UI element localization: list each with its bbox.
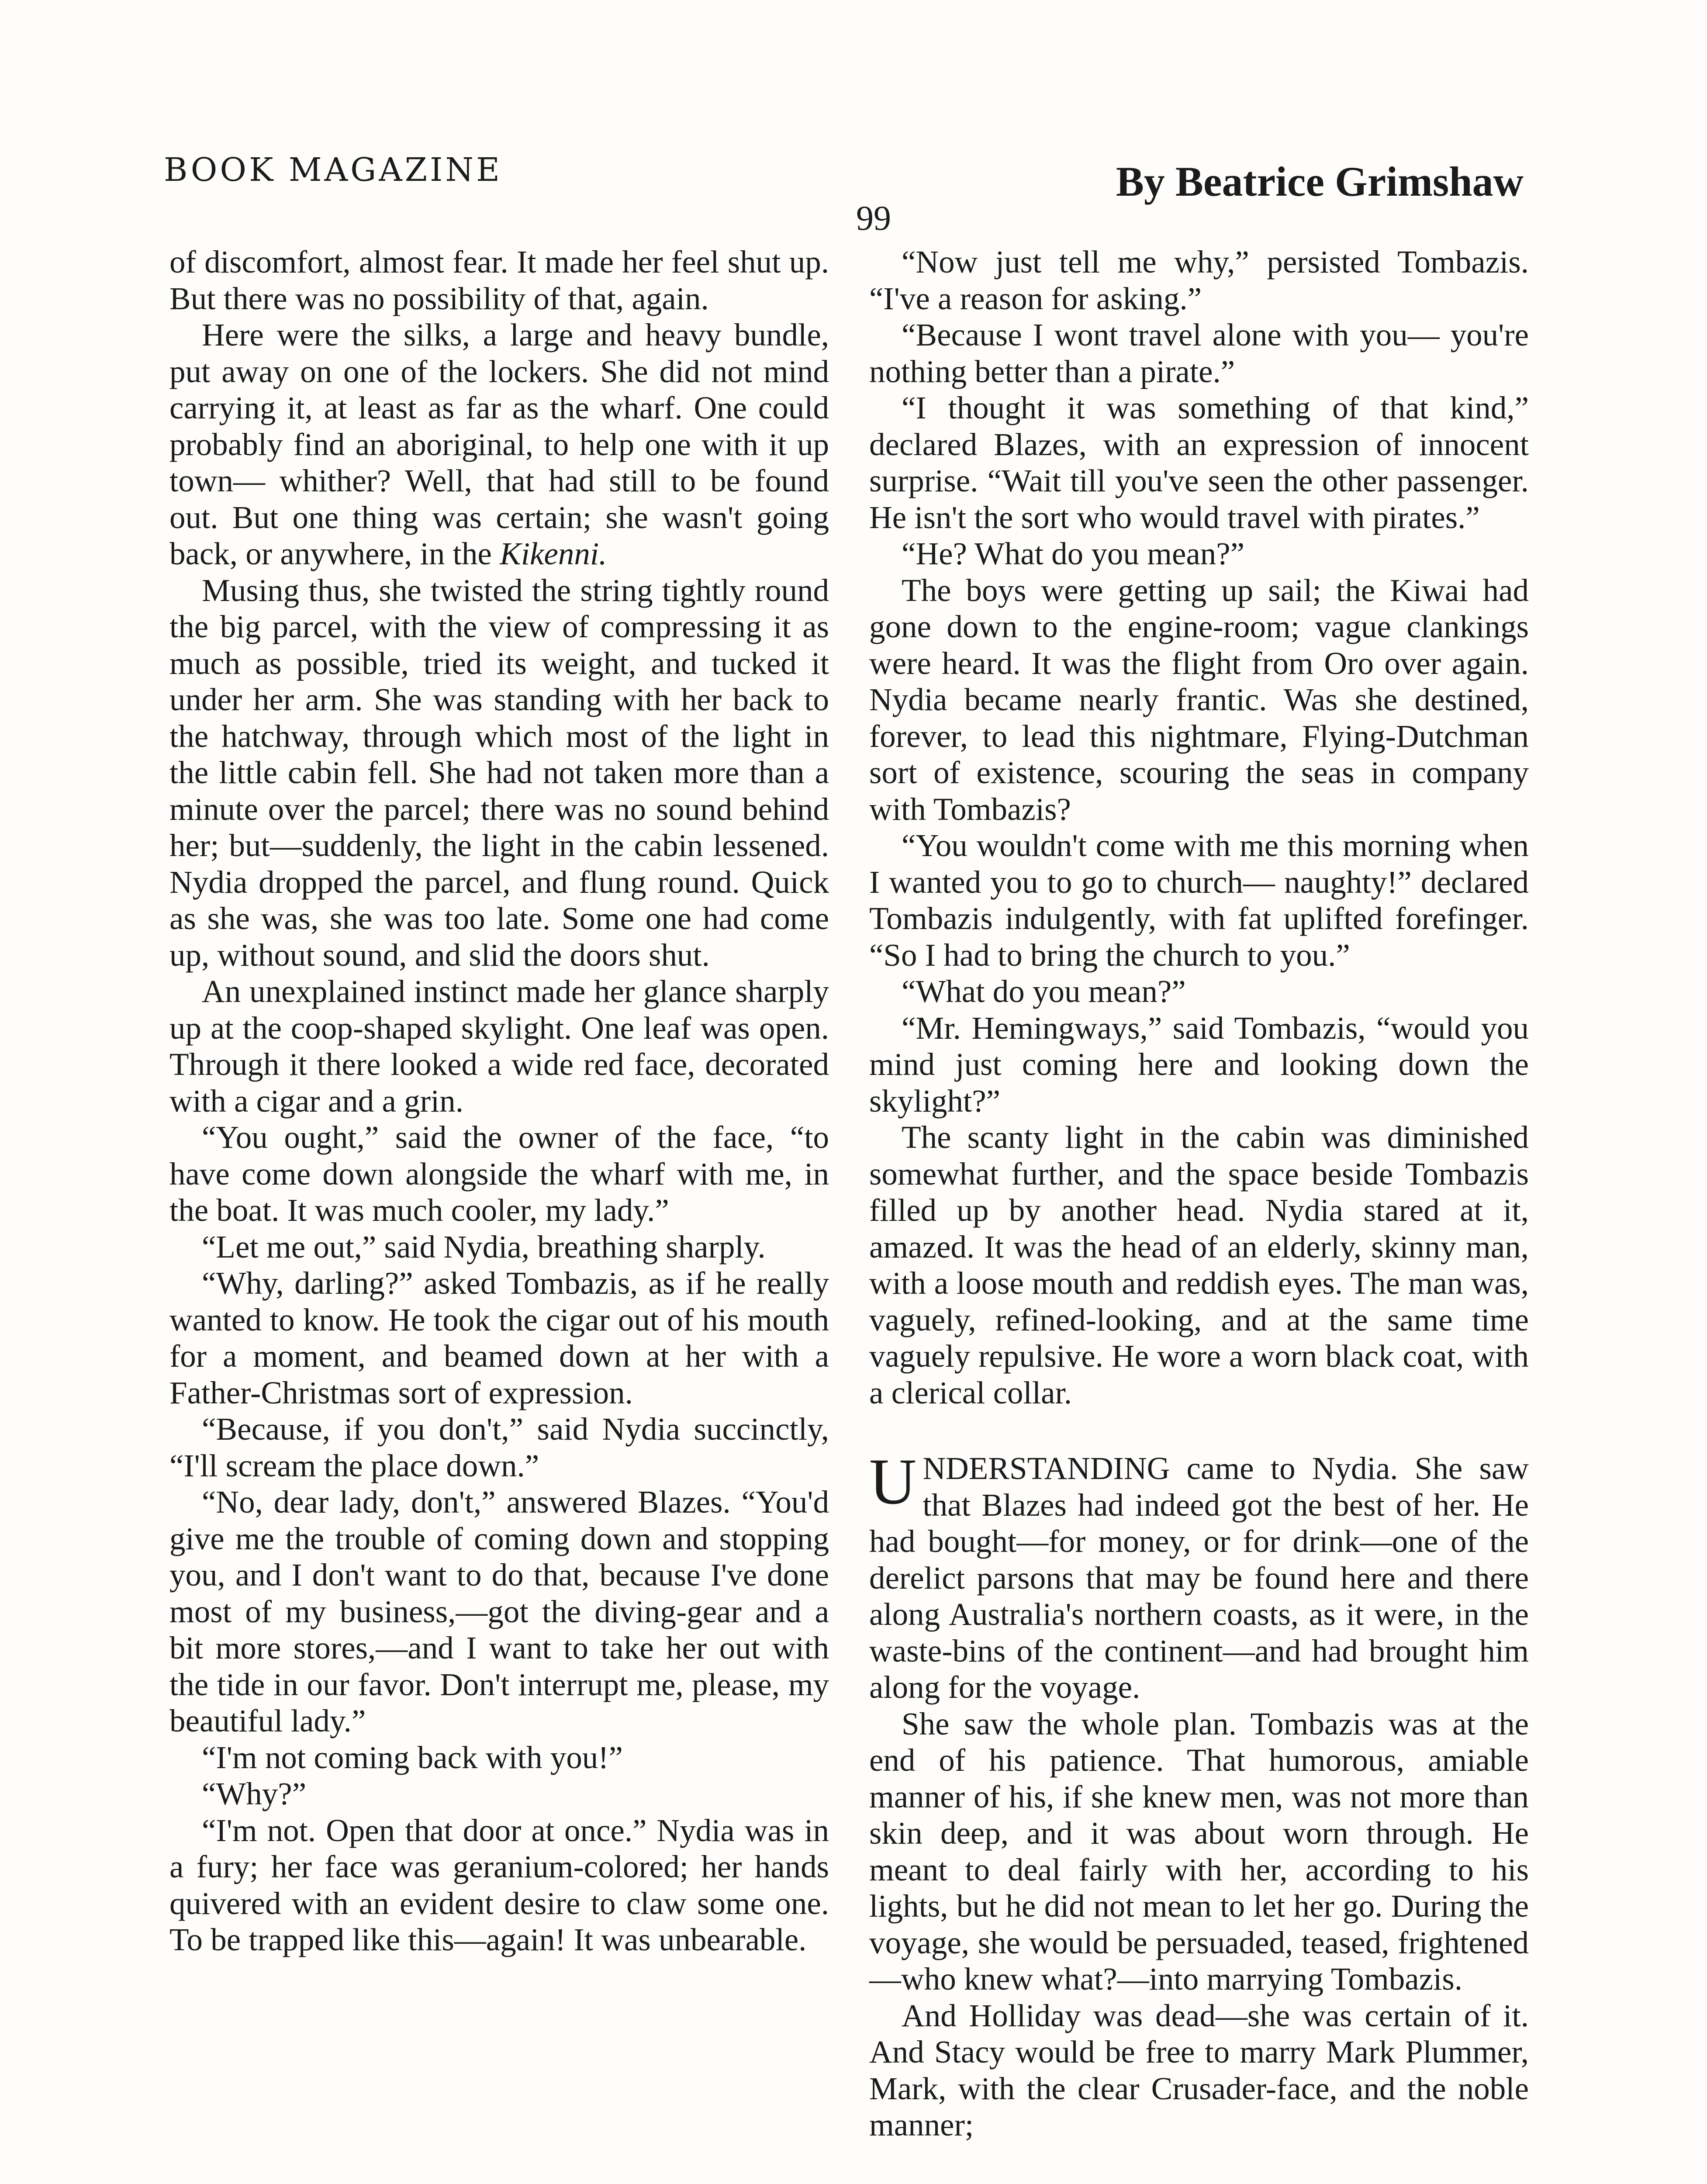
small-caps-lead: NDERSTANDING [923,1451,1170,1486]
paragraph-text: Here were the silks, a large and heavy bundle, put away on one of the lockers. She did not mind carrying it, at least as far as the wharf. One could probably find an aboriginal, to help one with it up town— whither? Well, that had still to be found out. But one thing was certain; she wasn't going back, or anywhere, in the [169,317,829,571]
page-number: 99 [856,199,891,238]
paragraph-text: came to Nydia. She saw that Blazes had indeed got the best of her. He had bought—for money, or for drink—one of the derelict parsons that may be found here and there along Australia's northern coasts, as it were, in the waste-bins of the continent—and had brought him along for the voyage. [869,1451,1529,1705]
paragraph: “He? What do you mean?” [902,536,1245,571]
paragraph: “Why, darling?” asked Tombazis, as if he really wanted to know. He took the cigar out of his mouth for a moment, and beamed down at her with a Father-Christmas sort of expression. [169,1265,829,1410]
paragraph: “Because I wont travel alone with you— you're nothing better than a pirate.” [869,317,1529,389]
paragraph: of discomfort, almost fear. It made her feel shut up. But there was no possibility of that, again. [169,244,829,316]
paragraph: “You wouldn't come with me this morning when I wanted you to go to church— naughty!” declared Tombazis indulgently, with fat uplifted forefinger. “So I had to bring the church to you.” [869,828,1529,973]
paragraph: “Why?” [202,1776,307,1811]
paragraph: And Holliday was dead—she was certain of it. And Stacy would be free to marry Mark Plummer, Mark, with the clear Crusader-face, and the noble manner; [869,1997,1529,2143]
ship-name: Kikenni. [500,536,607,571]
paragraph [169,317,829,572]
paragraph: “I thought it was something of that kind,” declared Blazes, with an expression of innocent surprise. “Wait till you've seen the other passenger. He isn't the sort who would travel with pirates.” [869,390,1529,535]
paragraph: “I'm not coming back with you!” [202,1739,623,1775]
paragraph: An unexplained instinct made her glance sharply up at the coop-shaped skylight. One leaf was open. Through it there looked a wide red face, decorated with a cigar and a grin. [169,974,829,1119]
paragraph: She saw the whole plan. Tombazis was at the end of his patience. That humorous, amiable manner of his, if she knew men, was not more than skin deep, and it was about worn through. He meant to deal fairly with her, according to his lights, but he did not mean to let her go. During the voyage, she would be persuaded, teased, frightened—who knew what?—into marrying Tombazis. [869,1706,1529,1997]
paragraph: The scanty light in the cabin was diminished somewhat further, and the space beside Tombazis filled up by another head. Nydia stared at it, amazed. It was the head of an elderly, skinny man, with a loose mouth and reddish eyes. The man was, vaguely, refined-looking, and at the same time vaguely repulsive. He wore a worn black coat, with a clerical collar. [869,1120,1529,1410]
magazine-title: BOOK MAGAZINE [164,151,503,189]
paragraph: “I'm not. Open that door at once.” Nydia was in a fury; her face was geranium-colored; her hands quivered with an evident desire to claw some one. To be trapped like this—again! It was unbearable. [169,1812,829,1957]
paragraph: “Let me out,” said Nydia, breathing sharply. [202,1229,766,1265]
left-column [169,244,829,1958]
drop-cap: U [869,1445,917,1518]
paragraph: “No, dear lady, don't,” answered Blazes. “You'd give me the trouble of coming down and stopping you, and I don't want to do that, because I've done most of my business,—got the diving-gear and a bit more stores,—and I want to take her out with the tide in our favor. Don't interrupt me, please, my beautiful lady.” [169,1484,829,1738]
paragraph: The boys were getting up sail; the Kiwai had gone down to the engine-room; vague clankings were heard. It was the flight from Oro over again. Nydia became nearly frantic. Was she destined, forever, to lead this nightmare, Flying-Dutchman sort of existence, scouring the seas in company with Tombazis? [869,572,1529,827]
paragraph: “Now just tell me why,” persisted Tombazis. “I've a reason for asking.” [869,244,1529,316]
paragraph: “Mr. Hemingways,” said Tombazis, “would you mind just coming here and looking down the skylight?” [869,1010,1529,1119]
right-column [869,244,1529,2143]
paragraph: Musing thus, she twisted the string tightly round the big parcel, with the view of compressing it as much as possible, tried its weight, and tucked it under her arm. She was standing with her back to the hatchway, through which most of the light in the little cabin fell. She had not taken more than a minute over the parcel; there was no sound behind her; but—suddenly, the light in the cabin lessened. Nydia dropped the parcel, and flung round. Quick as she was, she was too late. Some one had come up, without sound, and slid the doors shut. [169,572,829,973]
paragraph: “You ought,” said the owner of the face, “to have come down alongside the wharf with me, in the boat. It was much cooler, my lady.” [169,1120,829,1228]
paragraph: “Because, if you don't,” said Nydia succinctly, “I'll scream the place down.” [169,1411,829,1483]
section-opening-paragraph [869,1445,1529,1706]
author-byline: By Beatrice Grimshaw [1116,158,1524,205]
paragraph: “What do you mean?” [902,974,1186,1009]
